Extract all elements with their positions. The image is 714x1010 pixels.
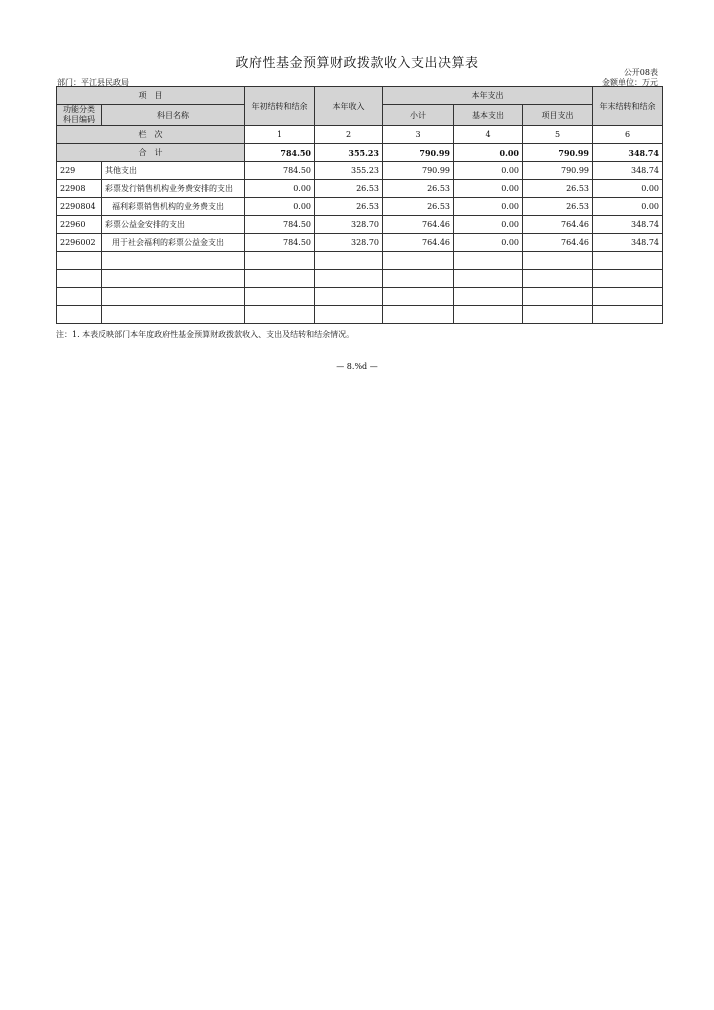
unit-label: 金额单位：万元 — [602, 78, 658, 87]
col-index: 6 — [593, 126, 663, 144]
header-lanci: 栏 次 — [57, 126, 245, 144]
col-index: 3 — [383, 126, 454, 144]
row-value: 0.00 — [245, 198, 315, 216]
page-number: — 8.%d — — [336, 362, 378, 371]
row-code: 229 — [57, 162, 102, 180]
row-code: 2290804 — [57, 198, 102, 216]
total-value: 790.99 — [523, 144, 593, 162]
row-value: 348.74 — [593, 216, 663, 234]
total-value: 348.74 — [593, 144, 663, 162]
row-code: 22908 — [57, 180, 102, 198]
row-value: 0.00 — [454, 162, 523, 180]
row-value: 764.46 — [523, 216, 593, 234]
table-row — [57, 180, 663, 198]
empty-row — [57, 252, 663, 270]
col-index: 5 — [523, 126, 593, 144]
row-value: 0.00 — [454, 180, 523, 198]
row-name: 彩票发行销售机构业务费安排的支出 — [102, 180, 245, 198]
header-subject-name: 科目名称 — [102, 105, 245, 126]
row-name: 彩票公益金安排的支出 — [102, 216, 245, 234]
total-value: 355.23 — [315, 144, 383, 162]
row-value: 26.53 — [523, 198, 593, 216]
row-value: 0.00 — [593, 180, 663, 198]
table-row — [57, 234, 663, 252]
row-name: 其他支出 — [102, 162, 245, 180]
row-value: 0.00 — [454, 198, 523, 216]
row-value: 784.50 — [245, 216, 315, 234]
row-value: 0.00 — [454, 234, 523, 252]
row-value: 26.53 — [383, 198, 454, 216]
row-value: 348.74 — [593, 234, 663, 252]
row-name: 用于社会福利的彩票公益金支出 — [102, 234, 245, 252]
department-label: 部门：平江县民政局 — [57, 78, 129, 87]
row-value: 0.00 — [245, 180, 315, 198]
header-project: 项目支出 — [523, 105, 593, 126]
row-value: 26.53 — [315, 180, 383, 198]
row-value: 328.70 — [315, 216, 383, 234]
header-item: 项 目 — [57, 87, 245, 105]
table-row — [57, 162, 663, 180]
row-value: 348.74 — [593, 162, 663, 180]
row-value: 764.46 — [383, 216, 454, 234]
row-value: 0.00 — [593, 198, 663, 216]
footnote: 注：1. 本表反映部门本年度政府性基金预算财政拨款收入、支出及结转和结余情况。 — [56, 330, 355, 339]
total-value: 790.99 — [383, 144, 454, 162]
row-value: 790.99 — [523, 162, 593, 180]
row-code: 22960 — [57, 216, 102, 234]
row-value: 26.53 — [383, 180, 454, 198]
empty-row — [57, 288, 663, 306]
row-name: 福利彩票销售机构的业务费支出 — [102, 198, 245, 216]
row-value: 26.53 — [315, 198, 383, 216]
header-begin-balance: 年初结转和结余 — [245, 87, 315, 126]
total-value: 0.00 — [454, 144, 523, 162]
row-value: 784.50 — [245, 234, 315, 252]
form-number: 公开08表 — [623, 68, 658, 77]
empty-row — [57, 306, 663, 324]
settlement-table — [56, 86, 663, 324]
empty-row — [57, 270, 663, 288]
col-index: 2 — [315, 126, 383, 144]
row-value: 764.46 — [523, 234, 593, 252]
row-code: 2296002 — [57, 234, 102, 252]
header-func-code: 功能分类科目编码 — [57, 105, 102, 126]
total-value: 784.50 — [245, 144, 315, 162]
col-index: 1 — [245, 126, 315, 144]
header-expenditure: 本年支出 — [383, 87, 593, 105]
total-label: 合 计 — [57, 144, 245, 162]
row-value: 790.99 — [383, 162, 454, 180]
row-value: 328.70 — [315, 234, 383, 252]
header-subtotal: 小计 — [383, 105, 454, 126]
table-row — [57, 216, 663, 234]
header-basic: 基本支出 — [454, 105, 523, 126]
row-value: 26.53 — [523, 180, 593, 198]
page-title: 政府性基金预算财政拨款收入支出决算表 — [235, 56, 479, 71]
table-row — [57, 198, 663, 216]
row-value: 355.23 — [315, 162, 383, 180]
row-value: 784.50 — [245, 162, 315, 180]
row-value: 0.00 — [454, 216, 523, 234]
header-income: 本年收入 — [315, 87, 383, 126]
header-end-balance: 年末结转和结余 — [593, 87, 663, 126]
col-index: 4 — [454, 126, 523, 144]
row-value: 764.46 — [383, 234, 454, 252]
